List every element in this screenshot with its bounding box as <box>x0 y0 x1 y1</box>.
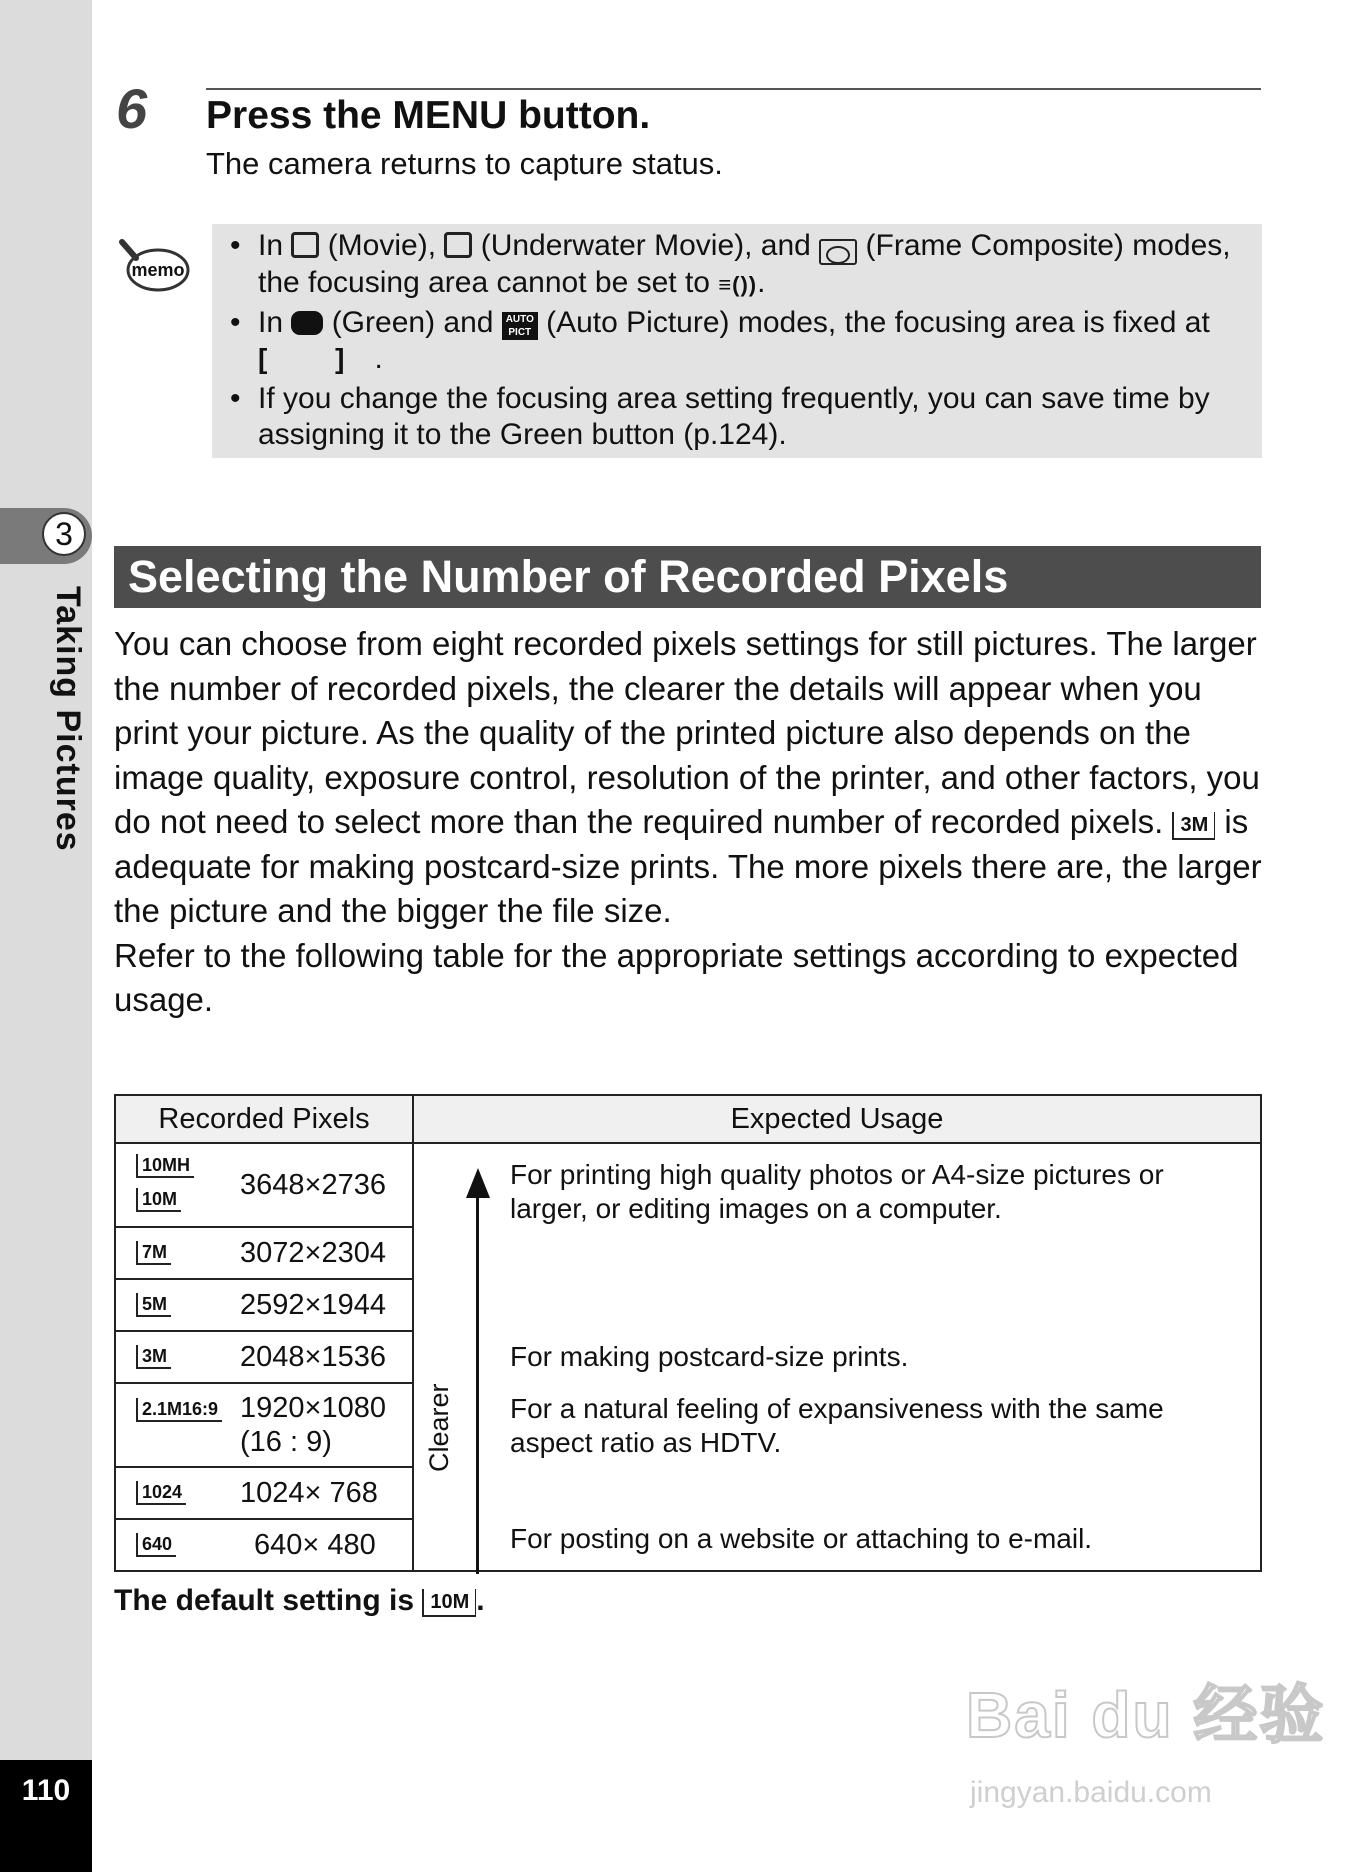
section-body <box>114 622 1264 1023</box>
pixels-640-icon: 640 <box>136 1533 176 1557</box>
focus-bracket-icon: [ ] <box>258 343 375 374</box>
pixels-10m-icon: 10M <box>136 1188 181 1212</box>
auto-tracking-af-icon: ≡()) <box>718 272 758 297</box>
auto-picture-icon: AUTO PICT <box>502 312 538 340</box>
chapter-sidebar <box>0 0 92 1872</box>
pixels-10mh-icon: 10MH <box>136 1154 194 1178</box>
underwater-movie-mode-icon <box>444 232 472 258</box>
memo-item: • In (Green) and AUTO PICT (Auto Picture) modes, the focusing area is fixed at [ ]. <box>226 305 1242 377</box>
memo-icon <box>118 238 190 294</box>
pixels-2m-169-icon: 2.1M16:9 <box>136 1398 222 1422</box>
pixels-3m-icon: 3M <box>136 1345 171 1369</box>
step-number: 6 <box>116 77 148 140</box>
movie-mode-icon <box>291 232 319 258</box>
chapter-title: Taking Pictures <box>49 586 87 852</box>
pixels-value: 3648×2736 <box>240 1169 386 1201</box>
memo-box <box>212 224 1262 458</box>
watermark-logo: Bai du 经验 <box>966 1679 1326 1751</box>
memo-item: • In (Movie), (Underwater Movie), and (Frame Composite) modes, the focusing area cannot be set to ≡()). <box>226 228 1242 301</box>
pixels-value: 3072×2304 <box>240 1237 386 1269</box>
usage-note: For printing high quality photos or A4-size pictures or larger, or editing images on a computer. <box>510 1159 1164 1224</box>
step-title: Press the MENU button. <box>206 94 651 137</box>
body-paragraph: You can choose from eight recorded pixels settings for still pictures. The larger the number of recorded pixels, the clearer the details will appear when you print your picture. As the quality of the printed picture also depends on the image quality, exposure control, resolution of the printer, and other factors, you do not need to select more than the required number of recorded pixels. 3M is adequate for making postcard-size prints. The more pixels there are, the larger the picture and the bigger the file size. <box>114 625 1262 929</box>
pixels-value: 2048×1536 <box>240 1341 386 1373</box>
usage-cell <box>413 1143 1261 1571</box>
pixels-3m-icon: 3M <box>1172 812 1215 840</box>
pixels-value: 640× 480 <box>254 1529 376 1561</box>
body-paragraph: Refer to the following table for the appropriate settings according to expected usage. <box>114 936 1239 1018</box>
page-number: 110 <box>0 1760 92 1872</box>
pixels-value: 1920×1080 (16 : 9) <box>240 1392 386 1458</box>
usage-note: For posting on a website or attaching to e-mail. <box>510 1523 1093 1554</box>
recorded-pixels-table <box>114 1094 1262 1572</box>
pixels-value: 1024× 768 <box>240 1477 378 1509</box>
chapter-number: 3 <box>42 512 86 556</box>
frame-composite-icon <box>819 239 857 265</box>
pixels-7m-icon: 7M <box>136 1241 171 1265</box>
memo-item: • If you change the focusing area setting frequently, you can save time by assigning it to the Green button (p.124). <box>226 381 1242 453</box>
memo-icon-label: memo <box>131 260 185 280</box>
watermark-url: jingyan.baidu.com <box>970 1776 1212 1809</box>
pixels-5m-icon: 5M <box>136 1293 171 1317</box>
table-header: Expected Usage <box>413 1095 1261 1143</box>
pixels-1024-icon: 1024 <box>136 1481 186 1505</box>
usage-note: For making postcard-size prints. <box>510 1341 909 1372</box>
section-title: Selecting the Number of Recorded Pixels <box>114 546 1261 608</box>
table-header: Recorded Pixels <box>115 1095 413 1143</box>
default-setting-note: The default setting is 10M . <box>114 1584 485 1617</box>
pixels-10m-icon: 10M <box>422 1589 476 1617</box>
usage-note: For a natural feeling of expansiveness with the same aspect ratio as HDTV. <box>510 1393 1164 1458</box>
table-row <box>115 1143 1261 1227</box>
step-divider <box>206 88 1261 90</box>
pixels-value: 2592×1944 <box>240 1289 386 1321</box>
step-description: The camera returns to capture status. <box>206 146 723 181</box>
arrow-line <box>476 1194 479 1574</box>
green-mode-icon <box>291 311 323 335</box>
axis-label: Clearer <box>424 1383 454 1472</box>
